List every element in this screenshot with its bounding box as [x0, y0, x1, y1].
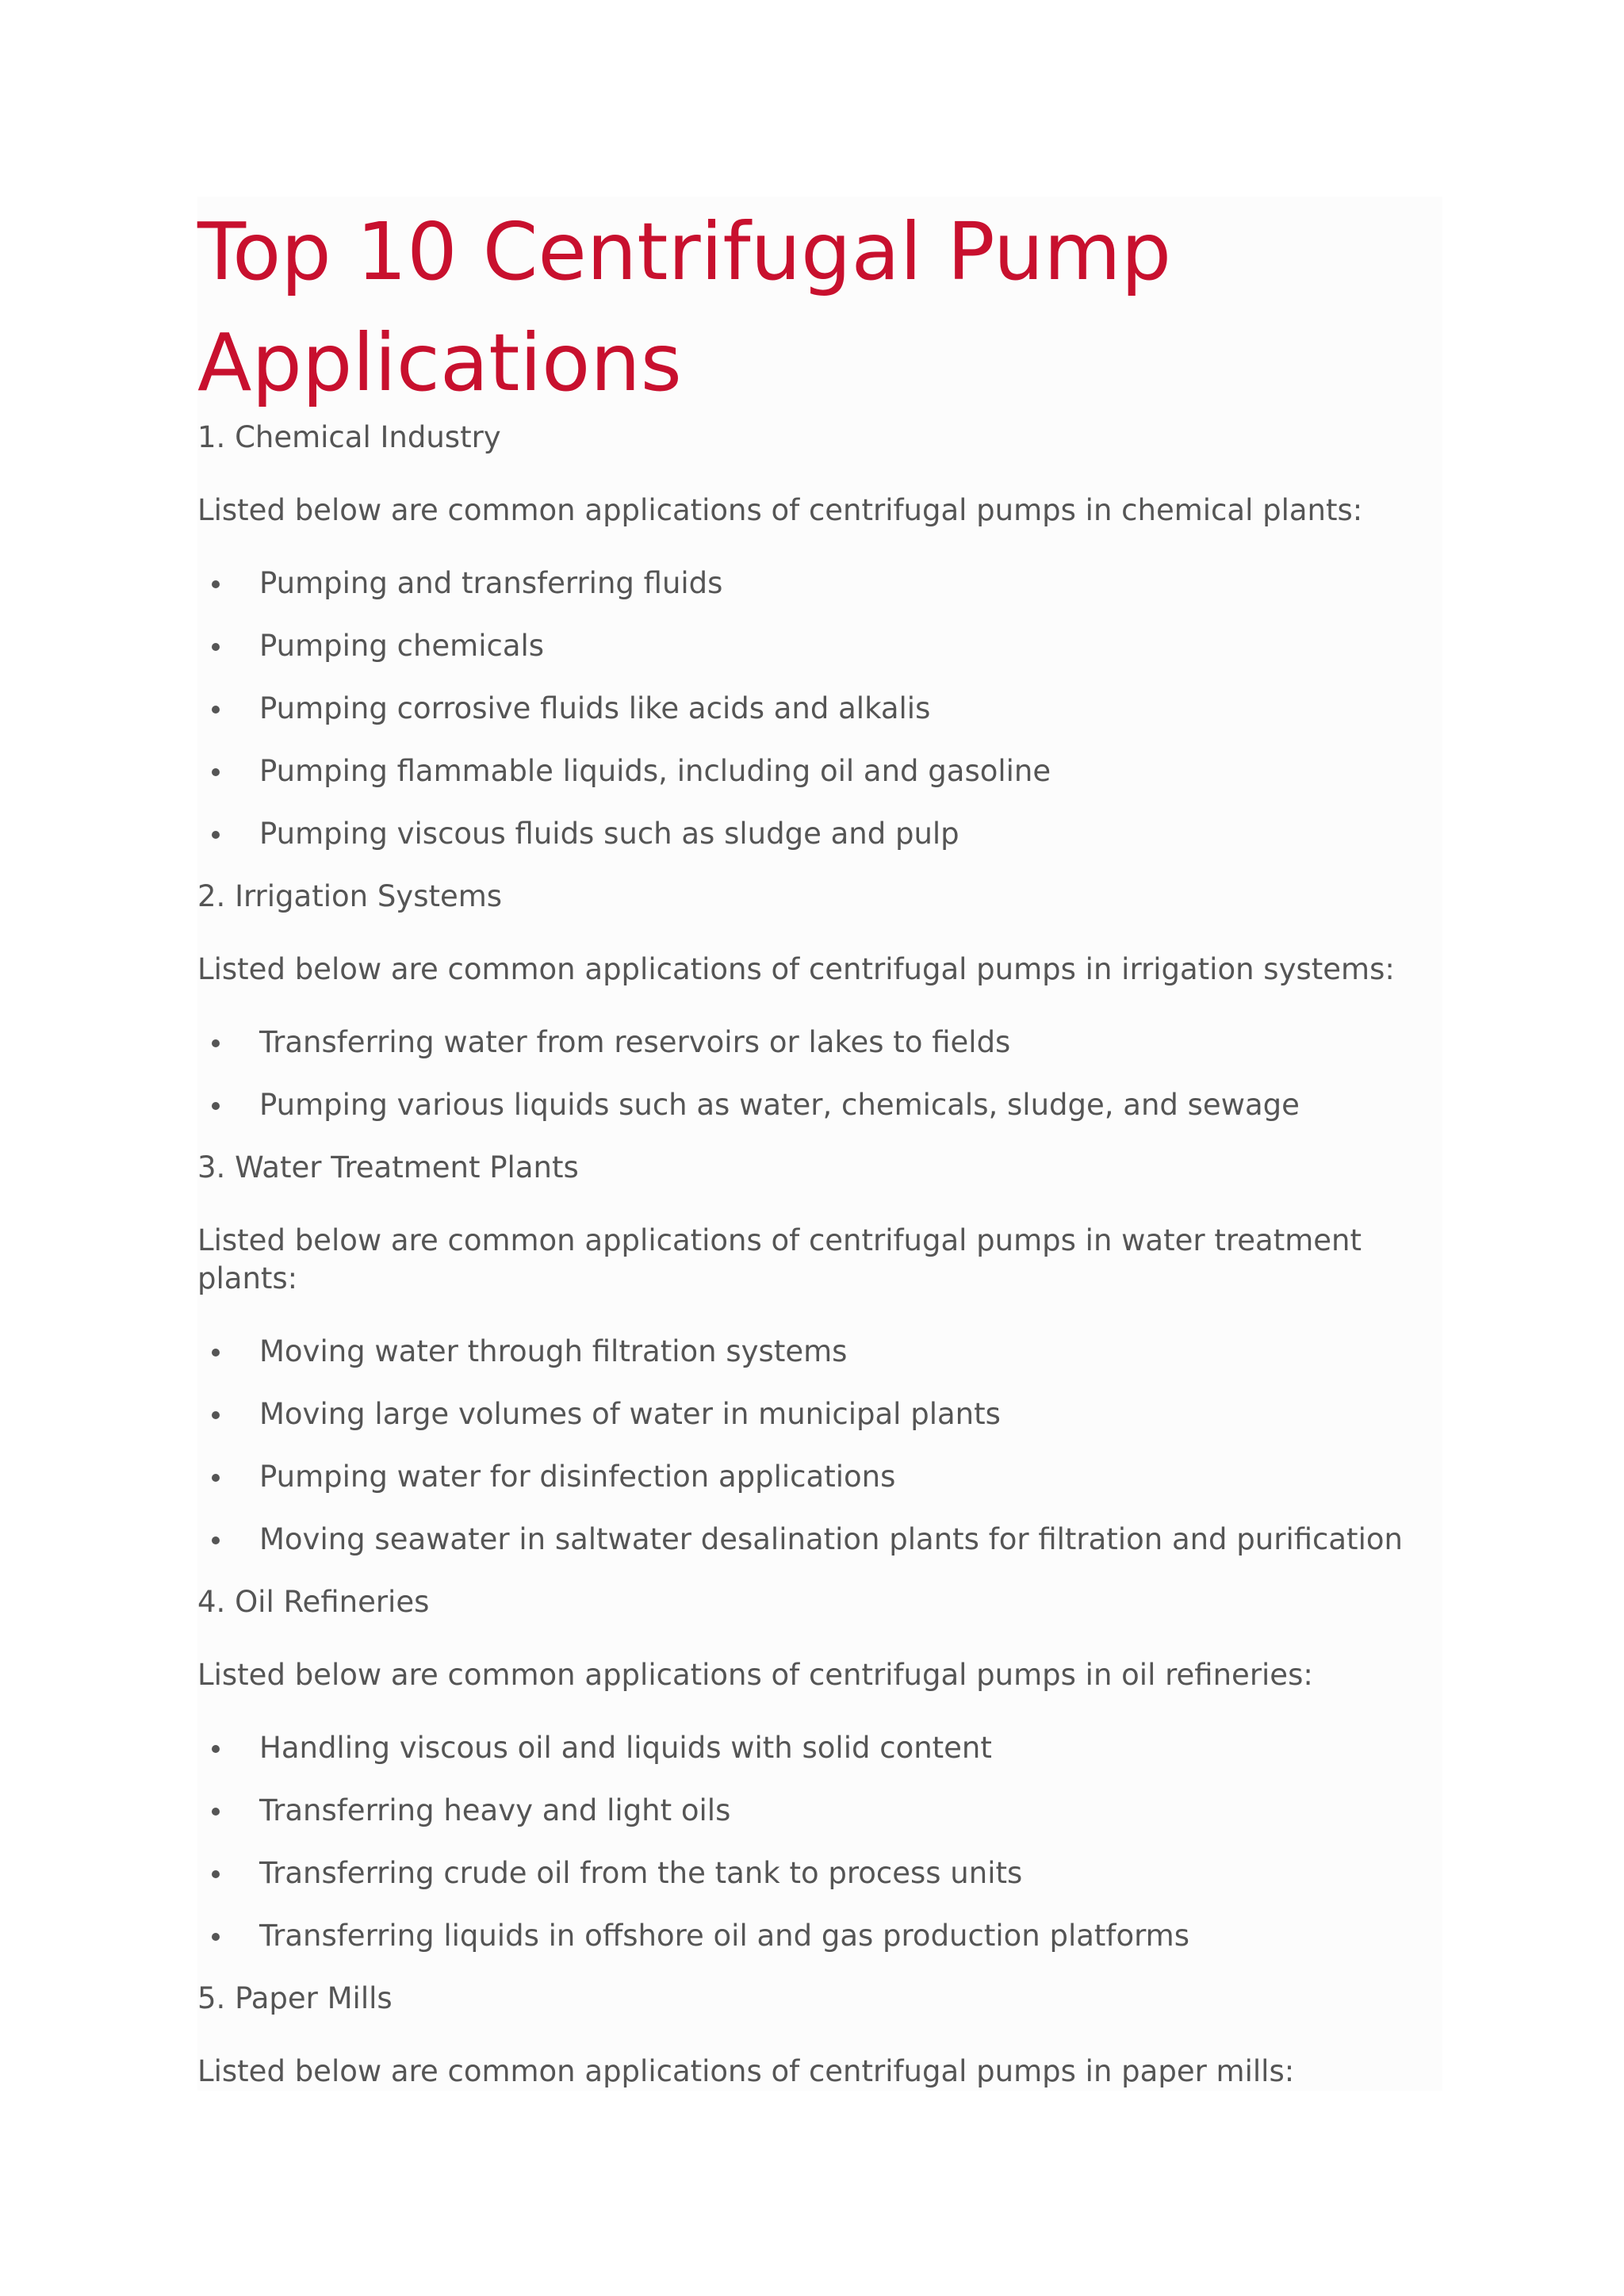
section-heading: 3. Water Treatment Plants	[197, 1150, 579, 1184]
list-item	[197, 815, 1442, 853]
bullet-icon	[212, 580, 220, 588]
bullet-icon	[212, 831, 220, 839]
bullet-icon	[212, 1870, 220, 1878]
list-item	[197, 1729, 1442, 1767]
list-item-text: Pumping corrosive fluids like acids and alkalis	[259, 691, 931, 725]
bullet-icon	[212, 1536, 220, 1544]
list-item	[197, 1854, 1442, 1892]
list-item-text: Pumping chemicals	[259, 629, 545, 663]
list-item-text: Transferring crude oil from the tank to process units	[259, 1856, 1023, 1890]
title-line-2: Applications	[197, 316, 682, 409]
section-heading: 5. Paper Mills	[197, 1981, 393, 2015]
section-paper-mills	[197, 1980, 1442, 2091]
title-line-1: Top 10 Centrifugal Pump	[197, 205, 1172, 298]
list-item-text: Transferring liquids in offshore oil and gas production platforms	[259, 1919, 1189, 1953]
list-item	[197, 1521, 1442, 1559]
bullet-icon	[212, 1349, 220, 1357]
list-item	[197, 1395, 1442, 1433]
list-item-text: Pumping viscous fluids such as sludge and pulp	[259, 817, 959, 851]
list-item-text: Pumping and transferring fluids	[259, 566, 723, 600]
list-item-text: Moving large volumes of water in municipal plants	[259, 1397, 1001, 1431]
list-item-text: Transferring heavy and light oils	[259, 1793, 731, 1827]
section-oil-refineries	[197, 1583, 1442, 1955]
list-item	[197, 1792, 1442, 1830]
list-item	[197, 1024, 1442, 1062]
list-item	[197, 1917, 1442, 1955]
section-water-treatment-plants	[197, 1149, 1442, 1559]
bullet-icon	[212, 1933, 220, 1941]
list-item	[197, 690, 1442, 728]
bullet-icon	[212, 706, 220, 714]
section-intro: Listed below are common applications of centrifugal pumps in irrigation systems:	[197, 952, 1395, 986]
list-item-text: Pumping various liquids such as water, chemicals, sludge, and sewage	[259, 1088, 1300, 1122]
list-item-text: Moving water through filtration systems	[259, 1334, 848, 1368]
list-item	[197, 564, 1442, 603]
bullet-icon	[212, 1808, 220, 1816]
section-intro: Listed below are common applications of centrifugal pumps in paper mills:	[197, 2054, 1295, 2088]
section-intro: Listed below are common applications of centrifugal pumps in chemical plants:	[197, 493, 1363, 527]
list-item-text: Pumping water for disinfection applications	[259, 1460, 896, 1494]
list-item	[197, 1458, 1442, 1496]
section-intro: Listed below are common applications of centrifugal pumps in water treatment plants:	[197, 1223, 1362, 1295]
bullet-icon	[212, 1102, 220, 1110]
bullet-icon	[212, 1411, 220, 1419]
article-content	[197, 197, 1442, 2091]
list-item	[197, 752, 1442, 790]
list-item-text: Pumping flammable liquids, including oil and gasoline	[259, 754, 1051, 788]
bullet-list	[197, 1729, 1442, 1955]
list-item-text: Handling viscous oil and liquids with solid content	[259, 1731, 992, 1765]
section-irrigation-systems	[197, 878, 1442, 1124]
bullet-icon	[212, 643, 220, 651]
section-intro: Listed below are common applications of centrifugal pumps in oil refineries:	[197, 1658, 1313, 1692]
bullet-icon	[212, 1474, 220, 1482]
page-title	[197, 197, 1442, 419]
bullet-icon	[212, 768, 220, 776]
list-item	[197, 1086, 1442, 1124]
section-heading: 1. Chemical Industry	[197, 420, 501, 454]
list-item	[197, 627, 1442, 665]
bullet-list	[197, 564, 1442, 853]
bullet-icon	[212, 1039, 220, 1047]
section-heading: 4. Oil Refineries	[197, 1585, 430, 1619]
bullet-icon	[212, 1745, 220, 1753]
section-chemical-industry	[197, 419, 1442, 853]
bullet-list	[197, 1024, 1442, 1124]
section-heading: 2. Irrigation Systems	[197, 879, 503, 913]
list-item-text: Transferring water from reservoirs or lakes to fields	[259, 1025, 1011, 1059]
list-item	[197, 1333, 1442, 1371]
list-item-text: Moving seawater in saltwater desalination plants for filtration and purification	[259, 1522, 1403, 1556]
bullet-list	[197, 1333, 1442, 1559]
